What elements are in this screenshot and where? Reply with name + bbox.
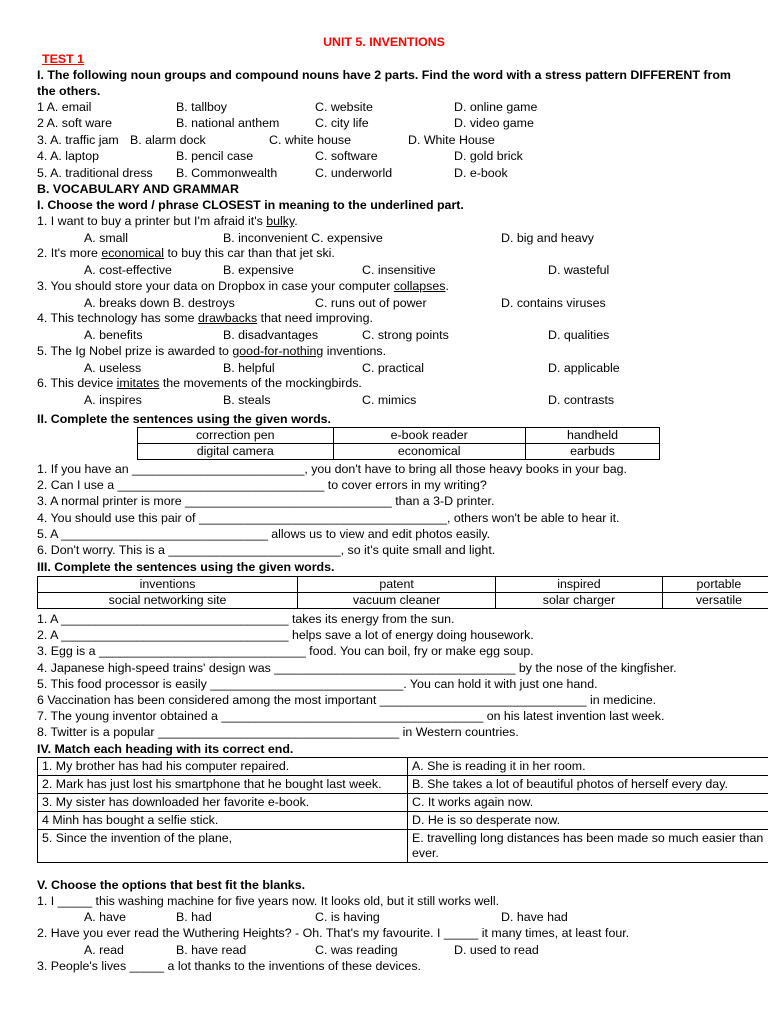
- unit-title: UNIT 5. INVENTIONS: [323, 35, 445, 49]
- stress-option: 3. A. traffic jam: [37, 132, 119, 147]
- table-row: [38, 593, 768, 609]
- question-text-end: the movements of the mockingbirds.: [159, 376, 362, 390]
- underlined-word: bulky: [266, 214, 295, 228]
- match-heading: IV. Match each heading with its correct end.: [37, 742, 294, 756]
- answer-option: B. disadvantages: [223, 328, 319, 343]
- vocab-grammar-heading: B. VOCABULARY AND GRAMMAR: [37, 182, 239, 196]
- word-bank-cell: digital camera: [138, 444, 334, 460]
- sentence-line: 2. A _________________________________ helps save a lot of energy doing housework.: [37, 628, 534, 643]
- underlined-word: imitates: [116, 376, 160, 390]
- table-row: [138, 444, 660, 460]
- stress-option: C. software: [315, 149, 378, 164]
- word-bank-cell: vacuum cleaner: [298, 593, 496, 609]
- answer-option: C. runs out of power: [315, 295, 427, 310]
- answer-option: B. have read: [176, 942, 247, 957]
- stress-option: B. tallboy: [176, 100, 227, 114]
- match-end-cell: A. She is reading it in her room.: [408, 758, 768, 776]
- stress-option: B. alarm dock: [130, 132, 206, 147]
- answer-option: D. qualities: [548, 328, 610, 343]
- answer-option: D. wasteful: [548, 263, 610, 278]
- sentence-line: 1. If you have an _________________________, you don't have to bring all those heavy books in your bag.: [37, 462, 628, 476]
- question-stem: [37, 310, 373, 326]
- word-bank-cell: portable: [662, 577, 768, 593]
- answer-option: A. benefits: [84, 328, 143, 343]
- question-stem: [37, 375, 362, 391]
- question-stem: [37, 278, 449, 294]
- underlined-word: economical: [101, 246, 165, 261]
- question-text: 2. It's more: [37, 246, 102, 261]
- answer-option: A. cost-effective: [84, 263, 172, 278]
- question-text: 1. I want to buy a printer but I'm afraid it's: [37, 214, 267, 228]
- match-row: [38, 812, 768, 830]
- word-bank-cell: handheld: [525, 428, 659, 444]
- stress-option: C. underworld: [315, 165, 393, 180]
- word-bank-table-1: [137, 427, 660, 460]
- stress-option: B. pencil case: [176, 149, 254, 164]
- question-text-end: .: [294, 214, 298, 228]
- question-text-end: inventions.: [323, 343, 387, 358]
- test-label: TEST 1: [42, 52, 84, 66]
- answer-option: B. expensive: [223, 263, 294, 278]
- underlined-word: good-for-nothing: [232, 343, 324, 358]
- answer-option: B. helpful: [223, 360, 275, 375]
- match-row: [38, 776, 768, 794]
- answer-option: C. is having: [315, 910, 380, 925]
- stress-heading-line1: I. The following noun groups and compound nouns have 2 parts. Find the word with a stress pattern DIFFERENT from: [37, 68, 731, 82]
- match-table: [37, 757, 768, 863]
- closest-meaning-heading: I. Choose the word / phrase CLOSEST in meaning to the underlined part.: [37, 198, 464, 212]
- match-heading-cell: 3. My sister has downloaded her favorite e-book.: [38, 794, 408, 812]
- sentence-line: 2. Can I use a ______________________________ to cover errors in my writing?: [37, 478, 487, 493]
- answer-option: C. mimics: [362, 393, 417, 407]
- stress-option: B. Commonwealth: [176, 165, 278, 180]
- sentence-line: 8. Twitter is a popular ___________________________________ in Western countries.: [37, 725, 519, 740]
- word-bank-cell: solar charger: [496, 593, 663, 609]
- question-stem: [37, 343, 386, 359]
- answer-option: C. strong points: [362, 328, 449, 343]
- word-bank-cell: e-book reader: [333, 428, 525, 444]
- table-row: [138, 428, 660, 444]
- underlined-word: drawbacks: [197, 311, 258, 326]
- sentence-line: 1. A _________________________________ takes its energy from the sun.: [37, 612, 455, 626]
- stress-option: 1 A. email: [37, 100, 92, 114]
- complete-words-heading-2: III. Complete the sentences using the given words.: [37, 560, 335, 574]
- word-bank-cell: patent: [298, 577, 496, 593]
- stress-option: D. online game: [454, 100, 538, 114]
- options-heading: V. Choose the options that best fit the blanks.: [37, 878, 306, 892]
- word-bank-cell: inspired: [496, 577, 663, 593]
- answer-option: C. insensitive: [362, 263, 436, 278]
- match-end-cell: B. She takes a lot of beautiful photos of herself every day.: [408, 776, 768, 794]
- answer-option: A. breaks down B. destroys: [84, 295, 235, 310]
- match-row: [38, 830, 768, 863]
- question-text: 6. This device: [37, 376, 117, 390]
- question-text: 3. You should store your data on Dropbox in case your computer: [37, 278, 394, 293]
- sentence-line: 5. This food processor is easily ____________________________. You can hold it with just one hand.: [37, 676, 598, 691]
- sentence-line: 6 Vaccination has been considered among the most important ______________________________ in medicine.: [37, 693, 657, 707]
- word-bank-cell: social networking site: [38, 593, 298, 609]
- match-heading-cell: 5. Since the invention of the plane,: [38, 830, 408, 863]
- answer-option: A. read: [84, 942, 124, 957]
- word-bank-cell: versatile: [662, 593, 768, 609]
- stress-option: D. gold brick: [454, 149, 523, 164]
- question-text-end: to buy this car than that jet ski.: [164, 246, 335, 261]
- question-text-end: .: [445, 278, 449, 293]
- answer-option: D. big and heavy: [501, 231, 594, 245]
- stress-option: D. White House: [408, 132, 495, 147]
- sentence-line: 7. The young inventor obtained a ______________________________________ on his latest invention last week.: [37, 709, 665, 724]
- match-end-cell: D. He is so desperate now.: [408, 812, 768, 830]
- match-end-cell: E. travelling long distances has been made so much easier than ever.: [408, 830, 768, 863]
- stress-option: C. website: [315, 100, 373, 114]
- complete-words-heading: II. Complete the sentences using the given words.: [37, 412, 331, 426]
- match-heading-cell: 1. My brother has had his computer repaired.: [38, 758, 408, 776]
- answer-option: A. have: [84, 910, 127, 925]
- question-text-end: that need improving.: [257, 311, 373, 326]
- word-bank-table-2: [37, 576, 768, 609]
- sentence-line: 4. You should use this pair of ____________________________________, others won't be able to hear it.: [37, 510, 620, 525]
- question-stem: 3. People's lives _____ a lot thanks to the inventions of these devices.: [37, 958, 421, 973]
- sentence-line: 5. A ______________________________ allows us to view and edit photos easily.: [37, 526, 491, 541]
- word-bank-cell: correction pen: [138, 428, 334, 444]
- sentence-line: 3. A normal printer is more ______________________________ than a 3-D printer.: [37, 494, 495, 509]
- question-text: 5. The Ig Nobel prize is awarded to: [37, 343, 233, 358]
- answer-option: B. steals: [223, 393, 271, 407]
- question-stem: 1. I _____ this washing machine for five years now. It looks old, but it still works well.: [37, 894, 500, 908]
- answer-option: A. useless: [84, 360, 142, 375]
- answer-option: B. had: [176, 910, 212, 925]
- answer-option: D. have had: [501, 910, 568, 925]
- question-text: 4. This technology has some: [37, 311, 198, 326]
- stress-option: 4. A. laptop: [37, 149, 100, 164]
- answer-option: D. contrasts: [548, 393, 615, 407]
- answer-option: D. used to read: [454, 942, 539, 957]
- stress-heading-line2: the others.: [37, 84, 101, 98]
- answer-option: D. applicable: [548, 360, 620, 375]
- match-end-cell: C. It works again now.: [408, 794, 768, 812]
- answer-option: A. inspires: [84, 393, 142, 407]
- word-bank-cell: inventions: [38, 577, 298, 593]
- stress-option: C. city life: [315, 116, 369, 131]
- match-heading-cell: 2. Mark has just lost his smartphone that he bought last week.: [38, 776, 408, 794]
- underlined-word: collapses: [393, 278, 446, 293]
- stress-option: 5. A. traditional dress: [37, 165, 153, 180]
- answer-option: A. small: [84, 231, 129, 245]
- stress-option: C. white house: [269, 132, 351, 147]
- sentence-line: 4. Japanese high-speed trains' design was ___________________________________ by the nose of the kingfisher.: [37, 660, 677, 675]
- stress-option: 2 A. soft ware: [37, 116, 113, 131]
- match-row: [38, 758, 768, 776]
- answer-option: C. practical: [362, 360, 424, 375]
- match-heading-cell: 4 Minh has bought a selfie stick.: [38, 812, 408, 830]
- answer-option: D. contains viruses: [501, 295, 606, 310]
- answer-option: C. was reading: [315, 942, 398, 957]
- question-stem: [37, 213, 298, 229]
- word-bank-cell: economical: [333, 444, 525, 460]
- sentence-line: 6. Don't worry. This is a _________________________, so it's quite small and light.: [37, 543, 496, 557]
- question-stem: 2. Have you ever read the Wuthering Heights? - Oh. That's my favourite. I _____ it many times, at least four.: [37, 926, 630, 941]
- question-stem: [37, 245, 335, 261]
- sentence-line: 3. Egg is a ______________________________ food. You can boil, fry or make egg soup.: [37, 644, 534, 659]
- table-row: [38, 577, 768, 593]
- word-bank-cell: earbuds: [525, 444, 659, 460]
- stress-option: B. national anthem: [176, 116, 280, 131]
- stress-option: D. video game: [454, 116, 534, 131]
- answer-option: B. inconvenient C. expensive: [223, 231, 383, 245]
- stress-option: D. e-book: [454, 165, 508, 180]
- match-row: [38, 794, 768, 812]
